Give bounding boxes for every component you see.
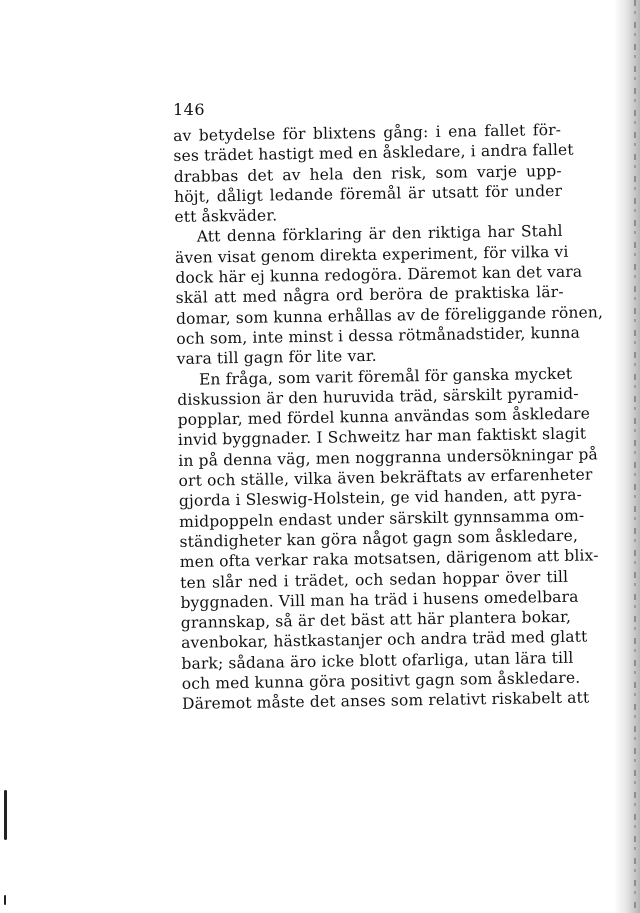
text-line: avenbokar, hästkastanjer och andra träd med glatt	[180, 627, 588, 653]
text-line: midpoppeln endast under särskilt gynnsamma om-	[179, 506, 585, 531]
text-line: skäl att med några ord beröra de praktiska lär-	[175, 283, 564, 308]
text-line: men ofta verkar raka motsatsen, därigenom att blix-	[179, 546, 599, 572]
text-line: Att denna förklaring är den riktiga har Stahl	[196, 222, 563, 247]
page-number: 146	[173, 100, 206, 119]
text-line: drabbas det av hela den risk, som varje upp-	[173, 161, 562, 186]
text-line: in på denna väg, men noggranna undersökningar på	[178, 445, 598, 470]
text-line: bark; sådana äro icke blott ofarliga, utan lära till	[181, 648, 574, 673]
text-line: och som, inte minst i dessa rötmånadstider, kunna	[176, 323, 581, 348]
text-line: grannskap, så är det bäst att här plantera bokar,	[180, 607, 572, 633]
text-line: höjt, dåligt ledande föremål är utsatt för under	[173, 181, 563, 206]
text-line: domar, som kunna erhållas av de föreliggande rönen,	[175, 302, 604, 328]
text-line: och med kunna göra positivt gagn som åskledare.	[181, 668, 581, 693]
text-line: En fråga, som varit föremål för ganska mycket	[198, 364, 573, 389]
text-line: gjorda i Sleswig-Holstein, ge vid handen, att pyra-	[178, 485, 583, 511]
text-line: diskussion är den huruvida träd, särskilt pyramid-	[177, 384, 579, 409]
text-line: Däremot måste det anses som relativt riskabelt att	[181, 688, 590, 714]
text-line: ett åskväder.	[174, 206, 278, 227]
text-line: byggnaden. Vill man ha träd i husens omedelbara	[180, 587, 579, 612]
text-line: vara till gagn för lite var.	[176, 347, 377, 369]
text-line: ten slår ned i trädet, och sedan hoppar över till	[180, 567, 569, 592]
binding-mark-small	[4, 895, 6, 905]
body-text	[173, 120, 604, 715]
binding-mark	[4, 790, 7, 840]
text-line: ort och ställe, vilka även bekräftats av erfarenheter	[178, 465, 593, 491]
page-edge-shadow	[614, 0, 640, 913]
text-line: ständigheter kan göra något gagn som åskledare,	[179, 526, 579, 551]
text-line: av betydelse för blixtens gång: i ena fallet för-	[173, 120, 562, 145]
text-line: dock här ej kunna redogöra. Däremot kan det vara	[175, 262, 583, 288]
text-line: ses trädet hastigt med en åskledare, i andra fallet	[173, 141, 574, 166]
text-line: invid byggnader. I Schweitz har man faktiskt slagit	[177, 425, 587, 450]
text-line: popplar, med fördel kunna användas som åskledare	[177, 404, 591, 430]
text-line: även visat genom direkta experiment, för vilka vi	[174, 242, 569, 267]
